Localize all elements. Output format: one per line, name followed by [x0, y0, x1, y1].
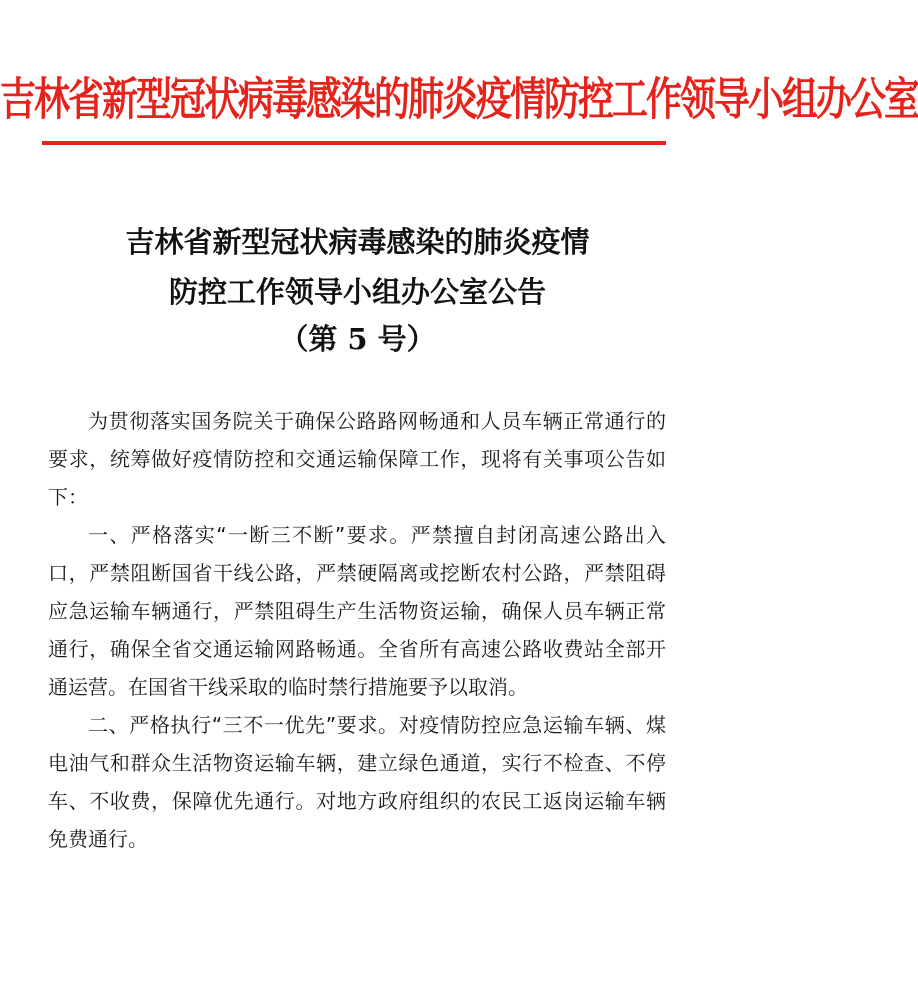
announcement-body — [48, 402, 666, 858]
announcement-title-line-1: 吉林省新型冠状病毒感染的肺炎疫情 — [125, 225, 590, 259]
announcement-title-line-2: 防控工作领导小组办公室公告 — [168, 275, 546, 309]
letterhead-red-rule — [42, 141, 666, 145]
body-paragraph-intro: 为贯彻落实国务院关于确保公路路网畅通和人员车辆正常通行的要求，统筹做好疫情防控和交通运输保障工作，现将有关事项公告如下： — [48, 409, 666, 509]
body-paragraph-item-1: 一、严格落实“一断三不断”要求。严禁擅自封闭高速公路出入口，严禁阻断国省干线公路，严禁硬隔离或挖断农村公路，严禁阻碍应急运输车辆通行，严禁阻碍生产生活物资运输，确保人员车辆正常通行，确保全省交通运输网路畅通。全省所有高速公路收费站全部开通运营。在国省干线采取的临时禁行措施要予以取消。 — [48, 523, 666, 699]
announcement-number: （第 5 号） — [279, 322, 436, 356]
body-paragraph-item-2: 二、严格执行“三不一优先”要求。对疫情防控应急运输车辆、煤电油气和群众生活物资运输车辆，建立绿色通道，实行不检查、不停车、不收费，保障优先通行。对地方政府组织的农民工返岗运输车辆免费通行。 — [48, 713, 666, 851]
letterhead-org-name: 吉林省新型冠状病毒感染的肺炎疫情防控工作领导小组办公室 — [0, 73, 918, 126]
